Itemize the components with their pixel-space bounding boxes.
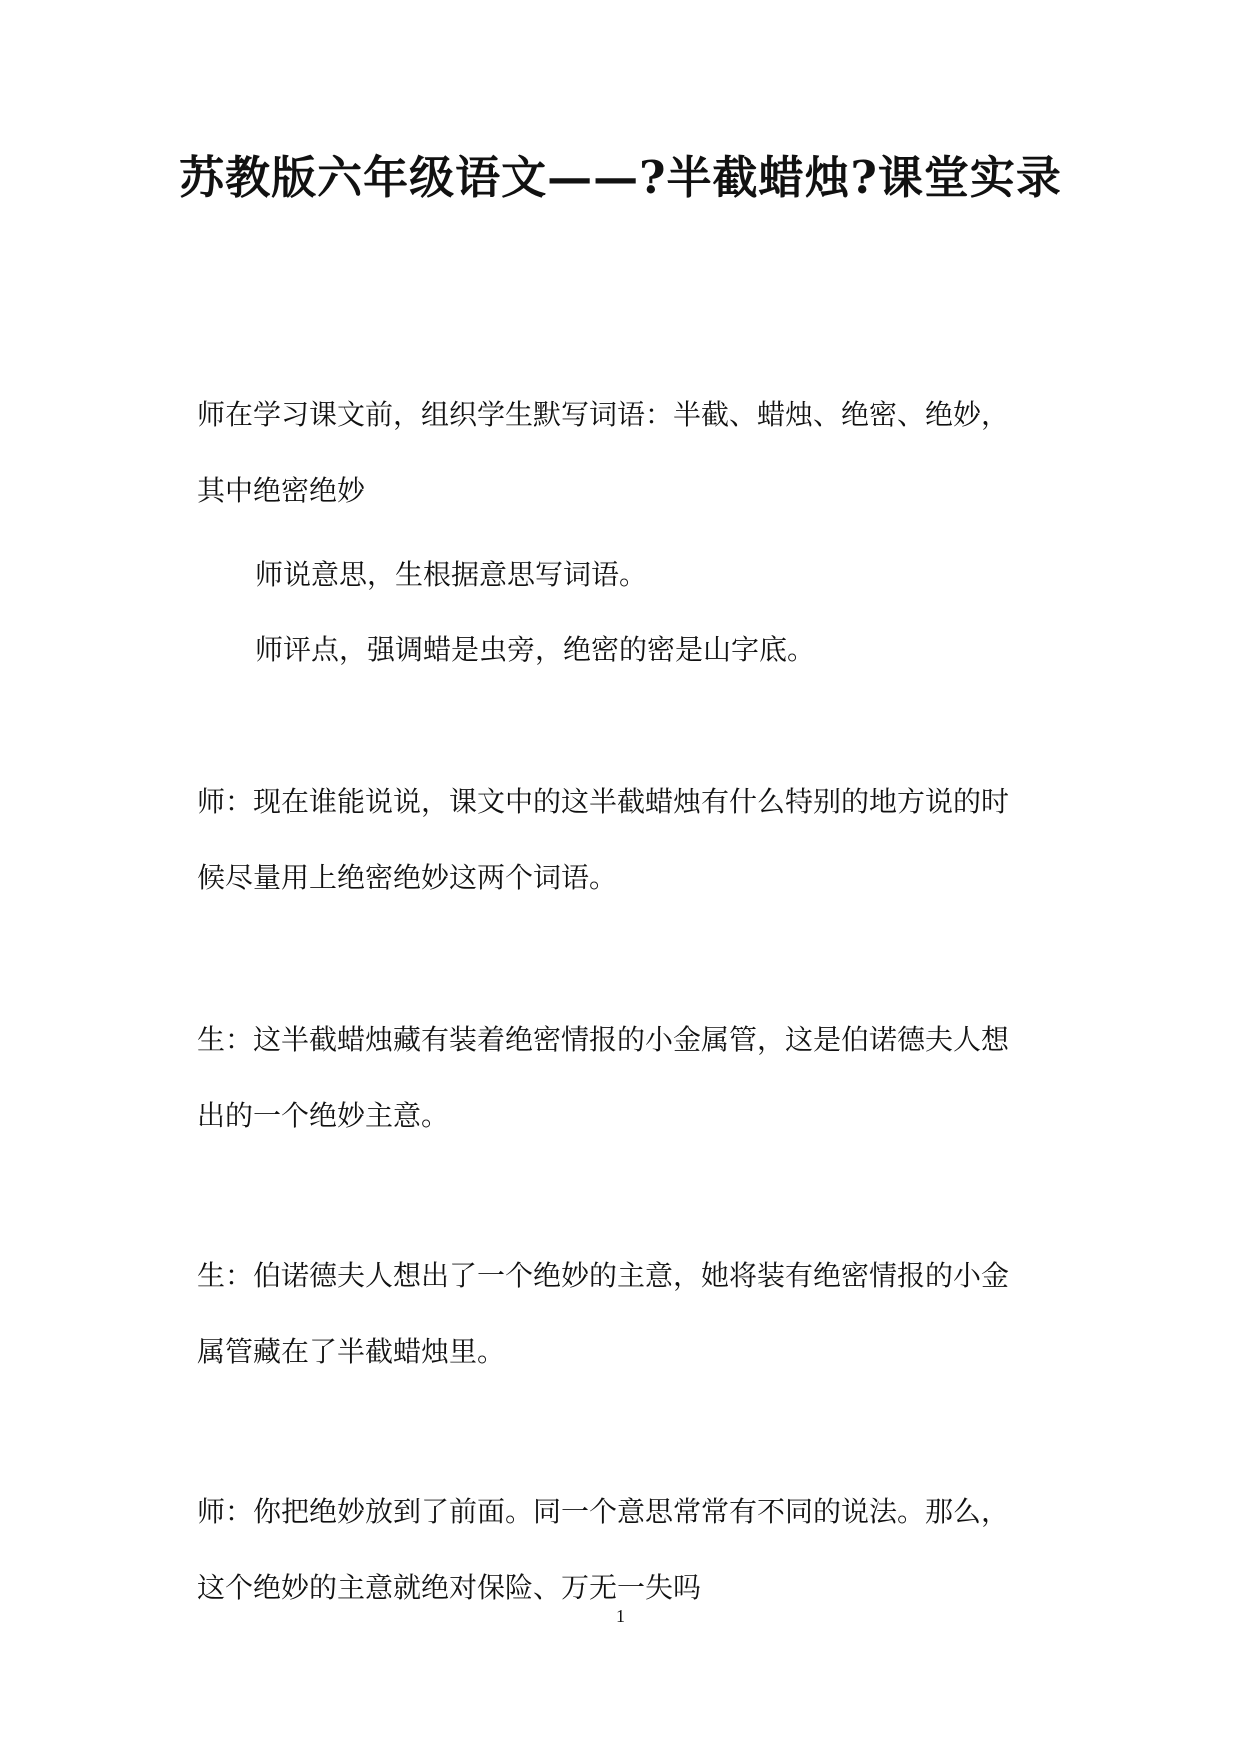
paragraph-line: 师：你把绝妙放到了前面。同一个意思常常有不同的说法。那么， <box>197 1495 1010 1528</box>
paragraph-teacher-explains <box>197 537 1115 613</box>
paragraph-teacher-followup <box>197 1474 1057 1626</box>
paragraph-line: 师说意思，生根据意思写词语。 <box>255 558 648 591</box>
paragraph-line: 师在学习课文前，组织学生默写词语：半截、蜡烛、绝密、绝妙， <box>197 398 1010 431</box>
document-title: 苏教版六年级语文——?半截蜡烛?课堂实录 <box>179 151 1062 204</box>
paragraph-line: 出的一个绝妙主意。 <box>197 1099 450 1132</box>
paragraph-line: 属管藏在了半截蜡烛里。 <box>197 1335 506 1368</box>
paragraph-line: 其中绝密绝妙 <box>197 474 366 507</box>
paragraph-student-answer-1 <box>197 1002 1057 1154</box>
paragraph-line: 这个绝妙的主意就绝对保险、万无一失吗 <box>197 1571 702 1604</box>
paragraph-student-answer-2 <box>197 1238 1057 1390</box>
page-number: 1 <box>616 1606 625 1626</box>
paragraph-teacher-question <box>197 764 1057 916</box>
paragraph-line: 生：这半截蜡烛藏有装着绝密情报的小金属管，这是伯诺德夫人想 <box>197 1023 1010 1056</box>
paragraph-line: 师评点，强调蜡是虫旁，绝密的密是山字底。 <box>255 633 816 666</box>
paragraph-dictation <box>197 377 1057 529</box>
paragraph-line: 生：伯诺德夫人想出了一个绝妙的主意，她将装有绝密情报的小金 <box>197 1259 1010 1292</box>
paragraph-line: 师：现在谁能说说，课文中的这半截蜡烛有什么特别的地方说的时 <box>197 785 1010 818</box>
paragraph-line: 候尽量用上绝密绝妙这两个词语。 <box>197 861 618 894</box>
paragraph-teacher-comments <box>197 612 1115 688</box>
